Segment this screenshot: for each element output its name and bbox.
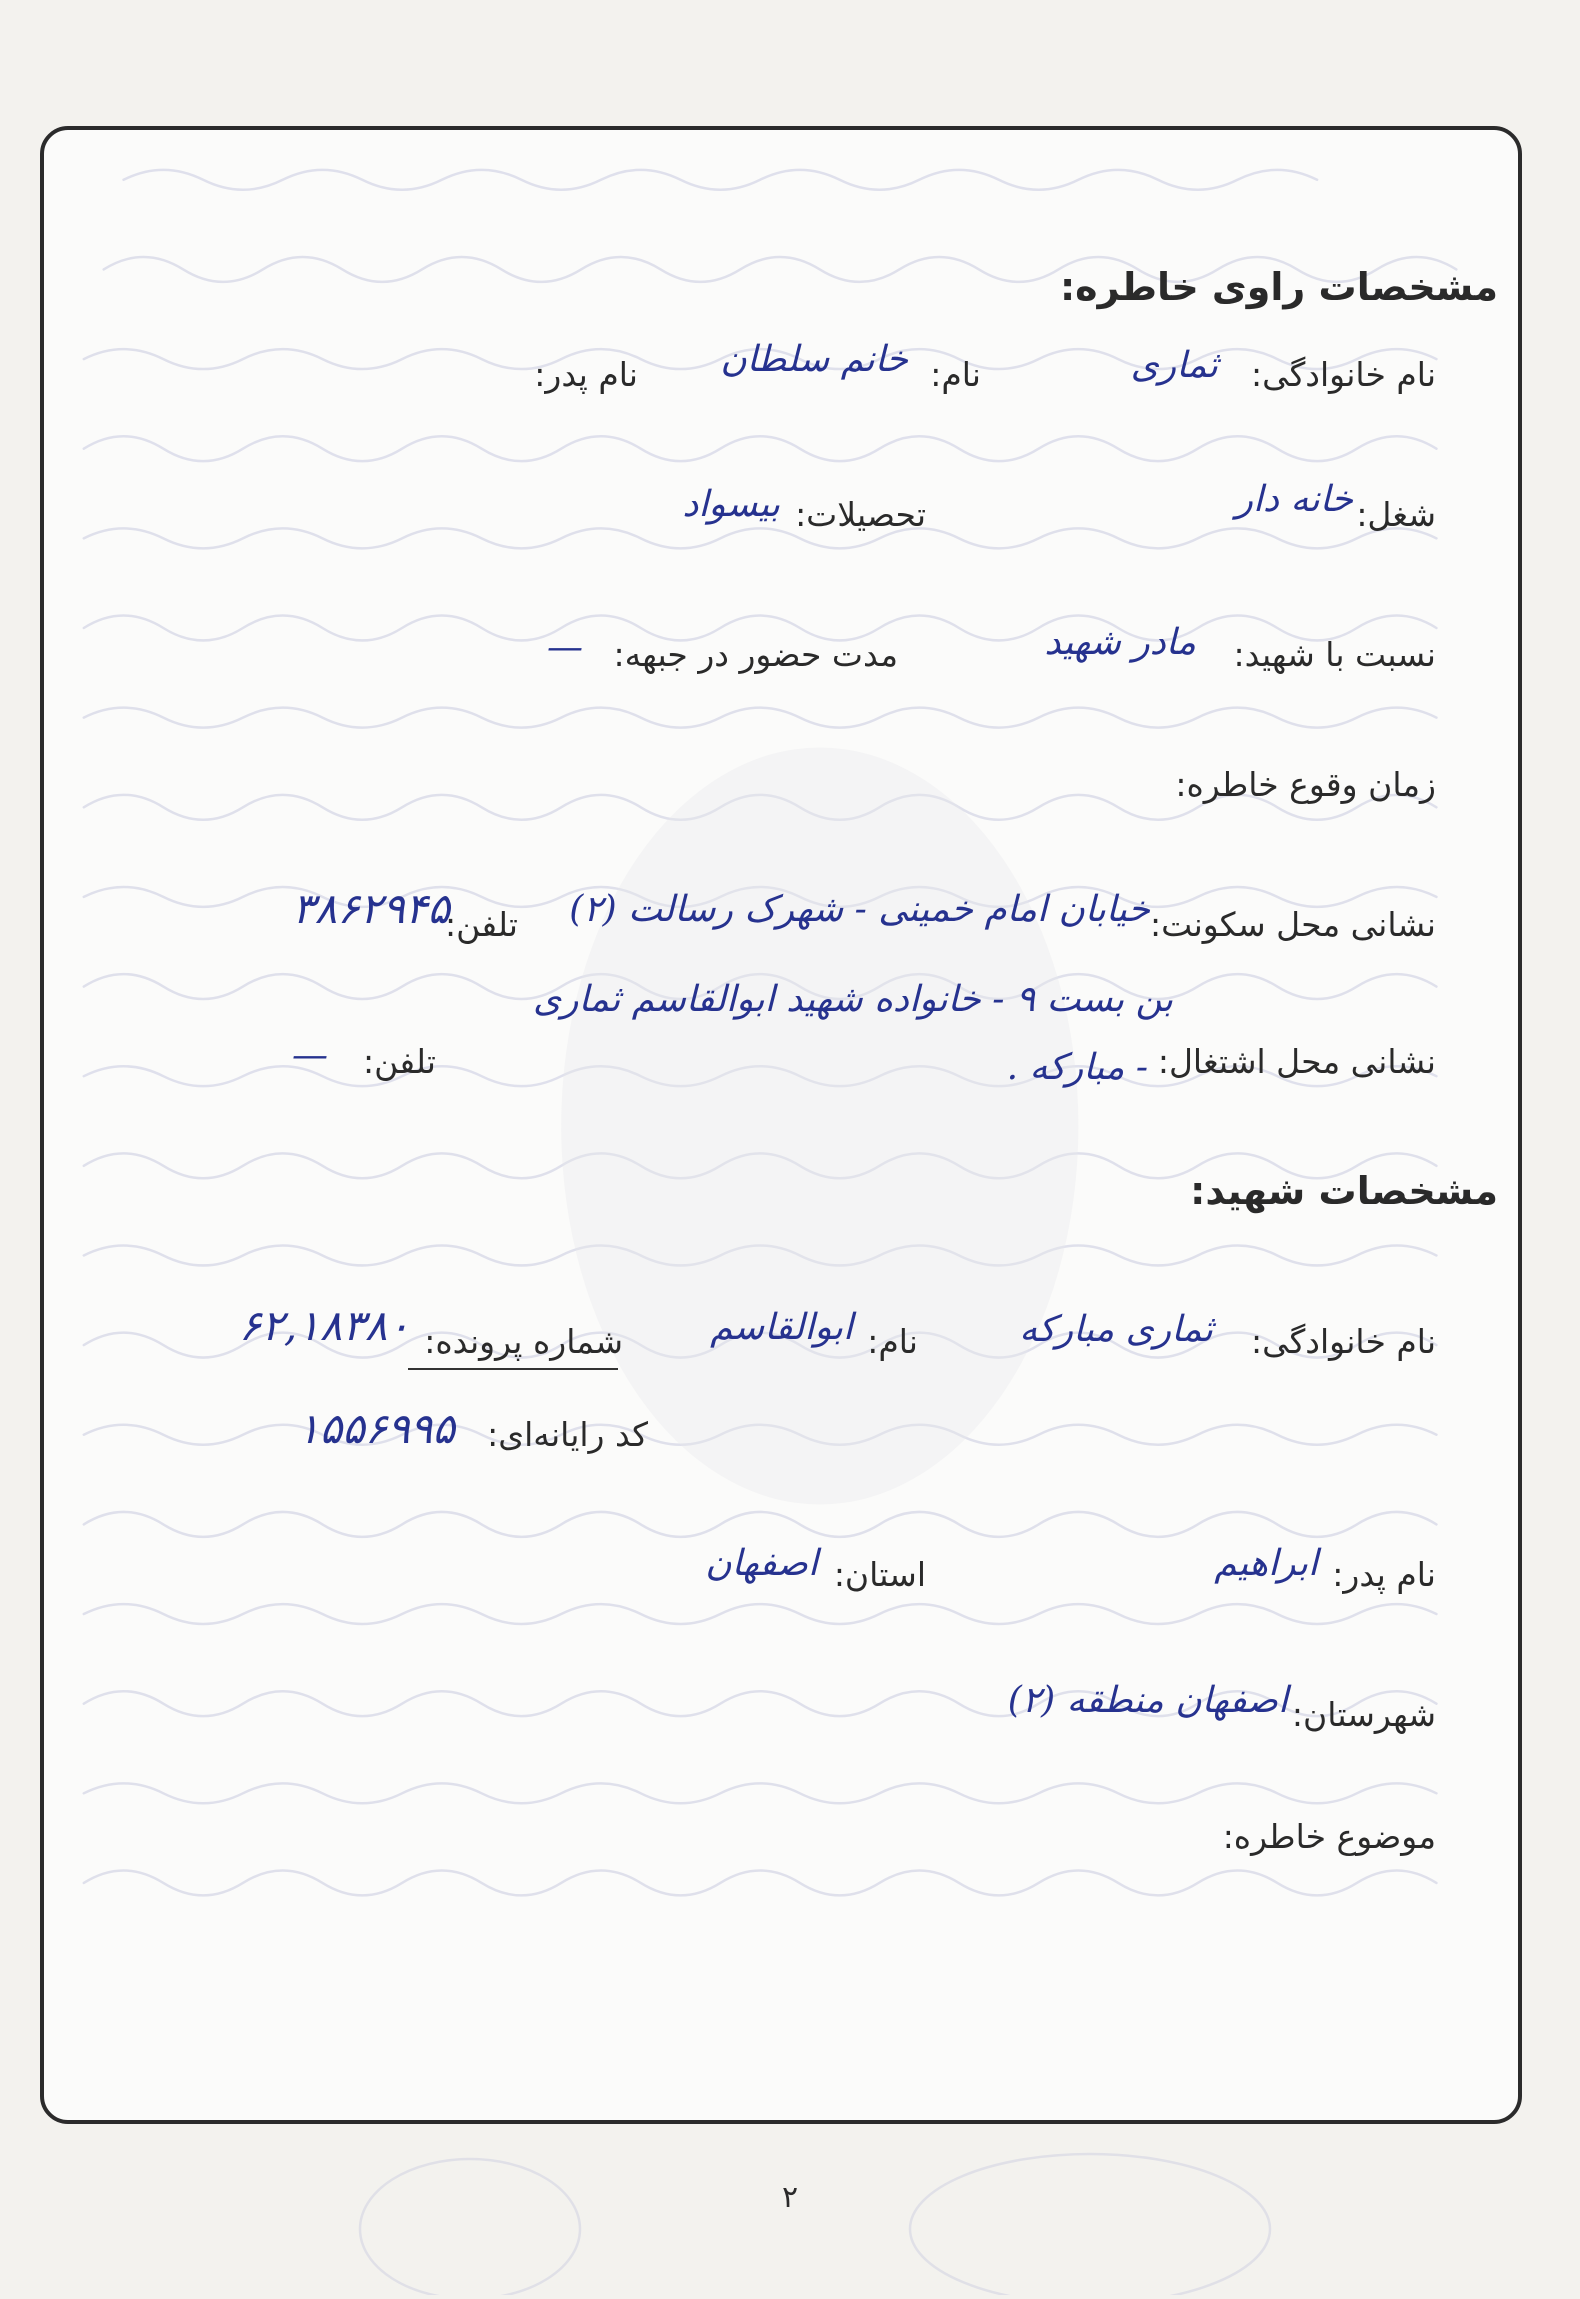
home-address-value-line2: بن بست ۹ - خانواده شهید ابوالقاسم ثماری xyxy=(532,979,1173,1020)
province-value: اصفهان xyxy=(705,1543,818,1584)
form-card xyxy=(40,126,1522,2124)
narrator-education-label: تحصیلات: xyxy=(795,495,926,534)
narrator-job-label: شغل: xyxy=(1356,495,1436,534)
front-duration-value: — xyxy=(547,627,583,668)
narrator-education-value: بیسواد xyxy=(682,484,780,525)
martyr-family-name-label: نام خانوادگی: xyxy=(1250,1322,1436,1361)
narrator-family-name-value: ثماری xyxy=(1130,345,1218,386)
memory-subject-label: موضوع خاطره: xyxy=(1222,1817,1436,1856)
narrator-section-title: مشخصات راوی خاطره: xyxy=(1059,265,1498,309)
work-address-label: نشانی محل اشتغال: xyxy=(1157,1042,1436,1081)
province-label: استان: xyxy=(833,1555,926,1594)
martyr-first-name-value: ابوالقاسم xyxy=(710,1307,853,1348)
home-phone-value: ۳۸۶۲۹۴۵ xyxy=(292,884,450,933)
martyr-family-name-value: ثماری مبارکه xyxy=(1019,1309,1213,1350)
narrator-relation-value: مادر شهید xyxy=(1044,622,1196,663)
file-number-label: شماره پرونده: xyxy=(424,1322,623,1361)
home-address-value-line1: خیابان امام خمینی - شهرک رسالت (۲) xyxy=(569,889,1150,930)
martyr-father-name-value: ابراهیم xyxy=(1214,1543,1318,1584)
home-phone-label: تلفن: xyxy=(444,905,518,944)
martyr-father-name-label: نام پدر: xyxy=(1332,1555,1436,1594)
computer-code-label: کد رایانه‌ای: xyxy=(487,1415,648,1454)
narrator-relation-label: نسبت با شهید: xyxy=(1233,635,1436,674)
page-number: ۲ xyxy=(781,2180,799,2215)
file-number-underline xyxy=(408,1368,618,1370)
computer-code-value: ۱۵۵۶۹۹۵ xyxy=(297,1404,455,1453)
front-duration-label: مدت حضور در جبهه: xyxy=(613,635,898,674)
work-address-value: - مبارکه . xyxy=(1006,1047,1148,1088)
file-number-value: ۶۲,۱۸۳۸۰ xyxy=(238,1301,410,1350)
martyr-first-name-label: نام: xyxy=(867,1322,918,1361)
narrator-father-name-label: نام پدر: xyxy=(534,355,638,394)
work-phone-label: تلفن: xyxy=(362,1042,436,1081)
martyr-section-title: مشخصات شهید: xyxy=(1190,1169,1498,1213)
work-phone-value: — xyxy=(292,1035,328,1076)
home-address-label: نشانی محل سکونت: xyxy=(1150,905,1436,944)
narrator-first-name-label: نام: xyxy=(930,355,981,394)
narrator-job-value: خانه دار xyxy=(1235,479,1353,520)
city-value: اصفهان منطقه (۲) xyxy=(1007,1680,1288,1721)
narrator-family-name-label: نام خانوادگی: xyxy=(1250,355,1436,394)
event-time-label: زمان وقوع خاطره: xyxy=(1175,765,1436,804)
city-label: شهرستان: xyxy=(1291,1695,1436,1734)
narrator-first-name-value: خانم سلطان xyxy=(720,339,908,380)
